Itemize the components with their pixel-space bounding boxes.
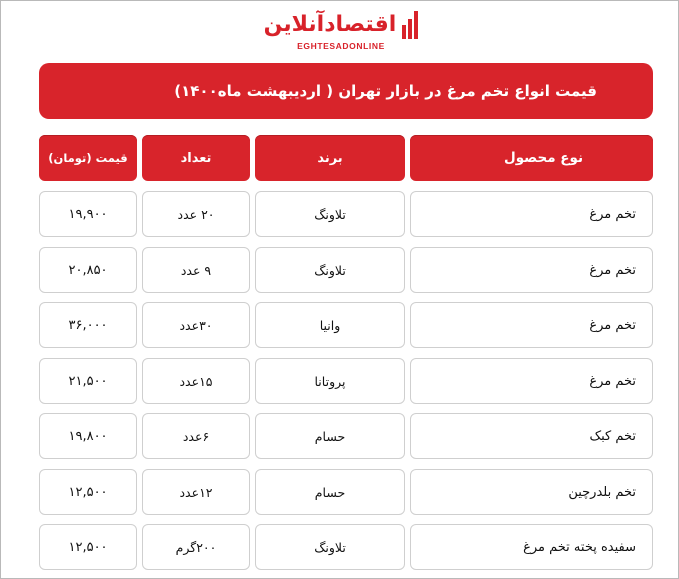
table-cell-product: تخم مرغ (410, 247, 653, 293)
table-cell-brand: تلاونگ (255, 524, 405, 570)
title-bar (39, 63, 653, 119)
table-cell-product: تخم مرغ (410, 358, 653, 404)
header-product (410, 135, 653, 181)
table-cell-count: ۲۰ عدد (142, 191, 250, 237)
brand-logo (261, 7, 421, 55)
table-cell-brand: حسام (255, 469, 405, 515)
table-cell-count: ۲۰۰گرم (142, 524, 250, 570)
logo-latin-text: EGHTESADONLINE (297, 41, 385, 51)
table-cell-brand: حسام (255, 413, 405, 459)
table-cell-price: ۱۲,۵۰۰ (39, 469, 137, 515)
header-brand: برند (255, 135, 405, 181)
page-title: قیمت انواع تخم مرغ در بازار تهران ( اردیبهشت ماه۱۴۰۰) (174, 82, 597, 100)
table-cell-price: ۲۱,۵۰۰ (39, 358, 137, 404)
table-cell-count: ۱۲عدد (142, 469, 250, 515)
table-cell-count: ۶عدد (142, 413, 250, 459)
header-count: تعداد (142, 135, 250, 181)
table-cell-product: تخم کبک (410, 413, 653, 459)
table-cell-product: تخم مرغ (410, 302, 653, 348)
table-cell-brand: پروتانا (255, 358, 405, 404)
table-cell-brand: وانیا (255, 302, 405, 348)
table-cell-count: ۱۵عدد (142, 358, 250, 404)
table-cell-price: ۱۲,۵۰۰ (39, 524, 137, 570)
table-cell-price: ۱۹,۹۰۰ (39, 191, 137, 237)
table-cell-product: سفیده پخته تخم مرغ (410, 524, 653, 570)
header-price: قیمت (تومان) (39, 135, 137, 181)
table-cell-product: تخم بلدرچین (410, 469, 653, 515)
header-product-label: نوع محصول (503, 150, 584, 166)
table-cell-brand: تلاونگ (255, 247, 405, 293)
logo-mark (261, 7, 421, 39)
logo-bars-icon (402, 11, 418, 39)
table-cell-count: ۹ عدد (142, 247, 250, 293)
table-cell-price: ۲۰,۸۵۰ (39, 247, 137, 293)
table-cell-brand: تلاونگ (255, 191, 405, 237)
logo-wordmark: اقتصادآنلاین (263, 12, 397, 37)
table-cell-count: ۳۰عدد (142, 302, 250, 348)
table-cell-product: تخم مرغ (410, 191, 653, 237)
table-cell-price: ۳۶,۰۰۰ (39, 302, 137, 348)
table-cell-price: ۱۹,۸۰۰ (39, 413, 137, 459)
